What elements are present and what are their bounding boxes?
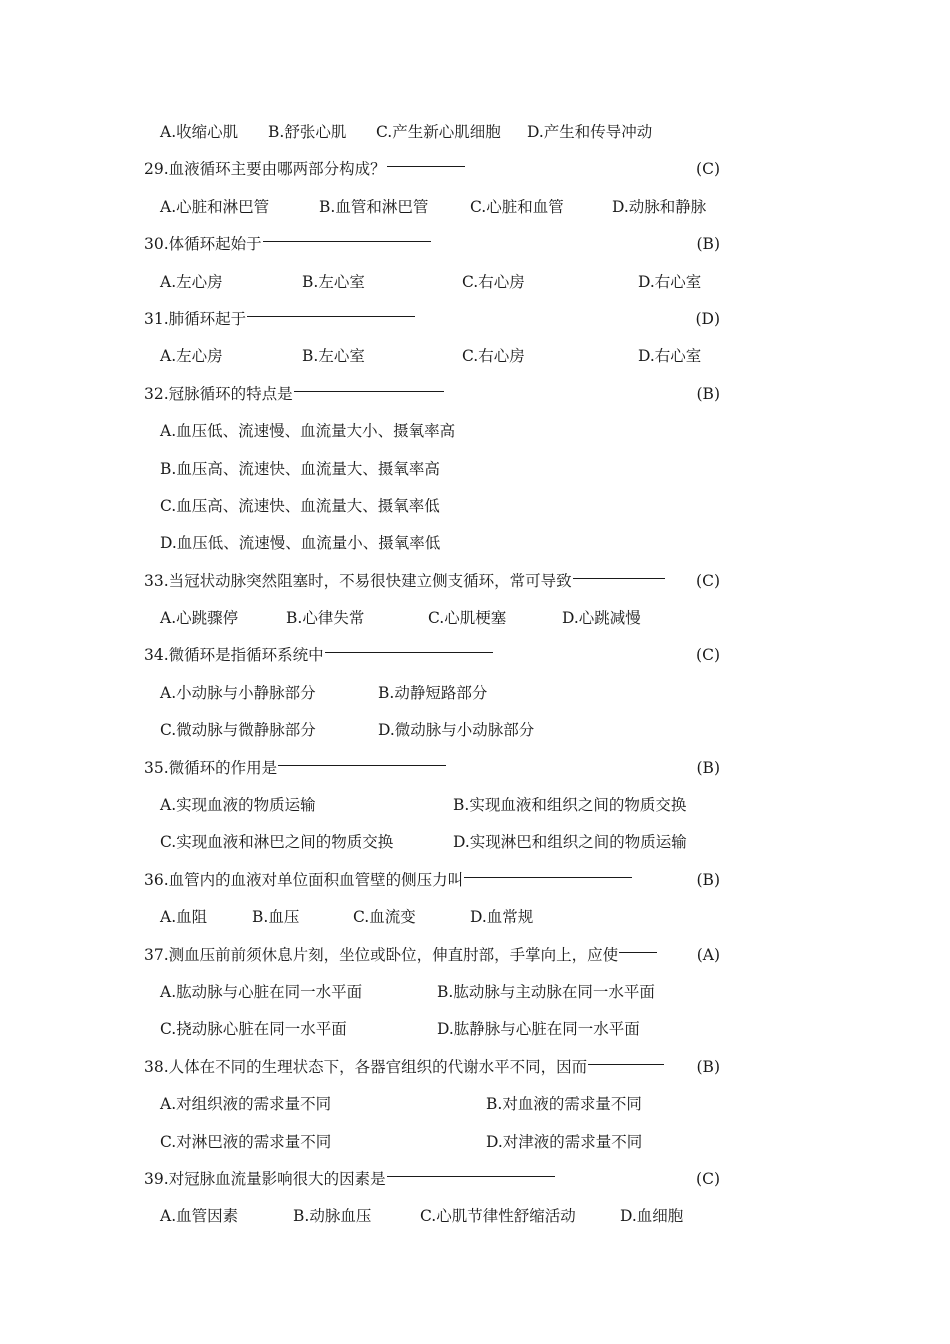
option-item: A.对组织液的需求量不同 — [160, 1095, 332, 1114]
question-line — [144, 750, 724, 787]
option-item: B.左心室 — [302, 347, 365, 366]
question-text: 29.血液循环主要由哪两部分构成？ — [144, 160, 386, 179]
option-item: A.心脏和淋巴管 — [160, 197, 270, 216]
option-item: B.血压 — [252, 908, 300, 927]
option-item: B.血管和淋巴管 — [319, 197, 429, 216]
answer-key: (B) — [696, 758, 720, 777]
options-line — [144, 1086, 724, 1123]
question-text: 30.体循环起始于 — [144, 235, 262, 254]
option-item: C.血流变 — [353, 908, 416, 927]
option-item: D.右心室 — [638, 272, 702, 291]
question-stem — [144, 750, 446, 787]
question-stem — [144, 637, 493, 674]
option-item: B.动静短路部分 — [378, 683, 488, 702]
answer-blank — [387, 1154, 555, 1177]
option-item: A.心跳骤停 — [160, 609, 239, 628]
answer-key: (C) — [696, 1169, 720, 1188]
option-item: C.产生新心肌细胞 — [376, 123, 501, 141]
answer-blank — [263, 219, 431, 242]
answer-key: (C) — [696, 571, 720, 590]
option-item: B.实现血液和组织之间的物质交换 — [453, 796, 687, 815]
option-item: A.肱动脉与心脏在同一水平面 — [160, 982, 363, 1001]
option-item: C.对淋巴液的需求量不同 — [160, 1132, 332, 1151]
option-item: C.血压高、流速快、血流量大、摄氧率低 — [160, 496, 440, 515]
options-line — [144, 413, 724, 450]
options-line — [144, 974, 724, 1011]
option-item: A.小动脉与小静脉部分 — [160, 683, 316, 702]
question-list — [144, 114, 724, 1236]
option-item: C.右心房 — [462, 347, 525, 366]
question-line — [144, 563, 724, 600]
option-item: C.心肌梗塞 — [428, 609, 507, 628]
option-item: A.左心房 — [160, 347, 223, 366]
question-text: 36.血管内的血液对单位面积血管壁的侧压力叫 — [144, 870, 464, 889]
question-text: 32.冠脉循环的特点是 — [144, 384, 293, 403]
question-text: 34.微循环是指循环系统中 — [144, 646, 324, 665]
answer-blank — [278, 743, 446, 766]
option-item: D.产生和传导冲动 — [527, 123, 653, 141]
option-item: D.右心室 — [638, 347, 702, 366]
answer-blank — [573, 556, 665, 579]
option-item: D.血压低、流速慢、血流量小、摄氧率低 — [160, 534, 441, 553]
option-item: B.舒张心肌 — [268, 123, 347, 141]
options-line — [144, 1198, 724, 1235]
options-line — [144, 264, 724, 301]
answer-key: (B) — [696, 1057, 720, 1076]
option-item: B.对血液的需求量不同 — [486, 1095, 642, 1114]
option-item: D.实现淋巴和组织之间的物质运输 — [453, 833, 687, 852]
options-line — [144, 488, 724, 525]
question-text: 33.当冠状动脉突然阻塞时，不易很快建立侧支循环，常可导致 — [144, 571, 572, 590]
question-stem — [144, 151, 465, 188]
answer-blank — [387, 144, 465, 167]
question-stem — [144, 862, 632, 899]
options-line — [144, 787, 724, 824]
answer-key: (B) — [696, 384, 720, 403]
answer-blank — [619, 930, 657, 953]
question-line — [144, 301, 724, 338]
option-item: B.左心室 — [302, 272, 365, 291]
option-item: A.血阻 — [160, 908, 208, 927]
option-item: A.实现血液的物质运输 — [160, 796, 316, 815]
option-item: A.血管因素 — [160, 1207, 239, 1226]
option-item: B.肱动脉与主动脉在同一水平面 — [437, 982, 655, 1001]
option-item: A.收缩心肌 — [160, 123, 239, 141]
answer-key: (C) — [696, 646, 720, 665]
question-line — [144, 637, 724, 674]
question-line — [144, 862, 724, 899]
question-line — [144, 937, 724, 974]
question-stem — [144, 226, 431, 263]
options-line — [144, 189, 724, 226]
question-stem — [144, 376, 444, 413]
option-item: A.左心房 — [160, 272, 223, 291]
answer-key: (B) — [696, 235, 720, 254]
question-line — [144, 1049, 724, 1086]
question-text: 37.测血压前前须休息片刻，坐位或卧位，伸直肘部，手掌向上，应使 — [144, 945, 619, 964]
option-item: C.微动脉与微静脉部分 — [160, 721, 316, 740]
question-line — [144, 1161, 724, 1198]
question-line — [144, 376, 724, 413]
question-text: 38.人体在不同的生理状态下，各器官组织的代谢水平不同，因而 — [144, 1057, 588, 1076]
option-item: B.心律失常 — [286, 609, 365, 628]
option-item: D.微动脉与小动脉部分 — [378, 721, 535, 740]
option-item: C.实现血液和淋巴之间的物质交换 — [160, 833, 394, 852]
option-item: B.血压高、流速快、血流量大、摄氧率高 — [160, 459, 440, 478]
options-line — [144, 675, 724, 712]
option-item: A.血压低、流速慢、血流量大小、摄氧率高 — [160, 422, 456, 441]
answer-blank — [464, 855, 632, 878]
answer-blank — [294, 369, 444, 392]
answer-blank — [588, 1042, 664, 1065]
answer-blank — [325, 630, 493, 653]
answer-key: (C) — [696, 160, 720, 179]
options-line — [144, 451, 724, 488]
question-line — [144, 226, 724, 263]
option-item: C.心脏和血管 — [470, 197, 564, 216]
option-item: D.心跳减慢 — [562, 609, 641, 628]
option-item: C.心肌节律性舒缩活动 — [420, 1207, 576, 1226]
answer-key: (D) — [695, 309, 720, 328]
option-item: D.动脉和静脉 — [612, 197, 707, 216]
options-line — [144, 824, 724, 861]
question-stem — [144, 563, 665, 600]
question-line — [144, 151, 724, 188]
answer-key: (B) — [696, 870, 720, 889]
question-stem — [144, 301, 415, 338]
option-item: C.挠动脉心脏在同一水平面 — [160, 1020, 347, 1039]
question-stem — [144, 1049, 664, 1086]
option-item: B.动脉血压 — [293, 1207, 372, 1226]
option-item: D.血细胞 — [620, 1207, 684, 1226]
question-stem — [144, 937, 657, 974]
question-text: 31.肺循环起于 — [144, 309, 247, 328]
option-item: D.对津液的需求量不同 — [486, 1132, 643, 1151]
answer-key: (A) — [696, 945, 720, 964]
question-stem — [144, 1161, 555, 1198]
question-text: 39.对冠脉血流量影响很大的因素是 — [144, 1169, 386, 1188]
question-text: 35.微循环的作用是 — [144, 758, 278, 777]
option-item: D.血常规 — [470, 908, 534, 927]
option-item: D.肱静脉与心脏在同一水平面 — [437, 1020, 640, 1039]
answer-blank — [247, 294, 415, 317]
option-item: C.右心房 — [462, 272, 525, 291]
